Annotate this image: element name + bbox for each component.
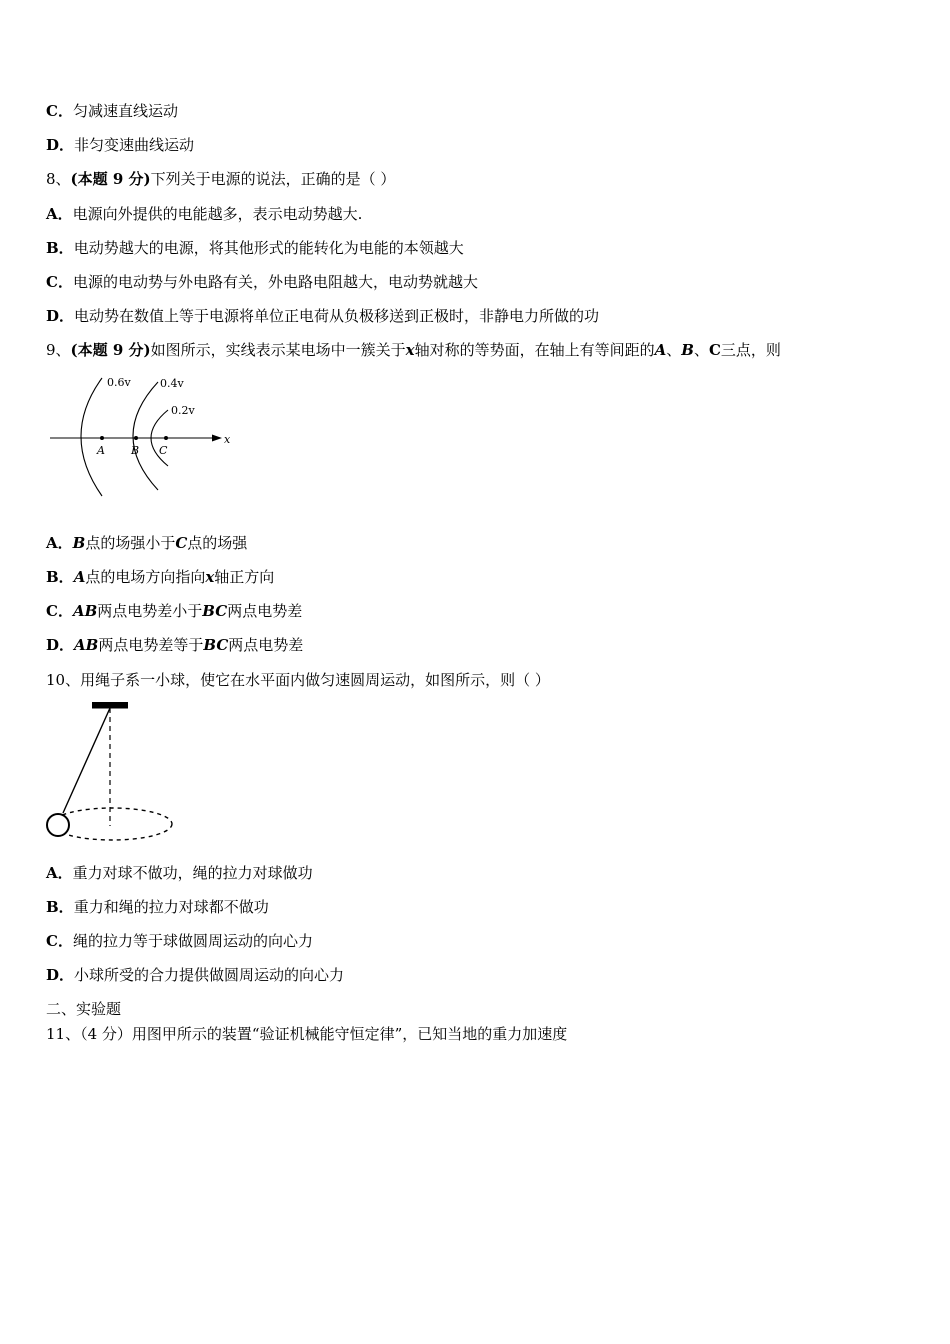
option-label: B． bbox=[46, 898, 74, 916]
q9-stem bbox=[46, 340, 781, 360]
q9-option-c bbox=[46, 601, 302, 621]
option-label: D． bbox=[46, 966, 75, 984]
option-text: 轴正方向 bbox=[214, 568, 275, 586]
q10-option-c bbox=[46, 931, 313, 951]
circular-path-dashed bbox=[52, 808, 172, 840]
rope-line bbox=[63, 708, 110, 813]
question-text: 10、用绳子系一小球，使它在水平面内做匀速圆周运动，如图所示，则（ ） bbox=[46, 671, 550, 689]
option-label: C． bbox=[46, 273, 73, 291]
option-var: BC bbox=[202, 602, 228, 620]
var-a: A bbox=[654, 341, 667, 359]
question-number: 9、 bbox=[46, 341, 71, 359]
point-b-dot bbox=[134, 436, 138, 440]
option-text: 非匀变速曲线运动 bbox=[74, 136, 195, 154]
option-var: C bbox=[175, 534, 188, 552]
option-text: 两点电势差 bbox=[227, 602, 303, 620]
option-text: 匀减速直线运动 bbox=[72, 102, 178, 120]
question-score: (本题 9 分) bbox=[70, 341, 151, 359]
option-text: 重力对球不做功，绳的拉力对球做功 bbox=[72, 864, 313, 882]
option-text: 绳的拉力等于球做圆周运动的向心力 bbox=[72, 932, 313, 950]
option-label: C． bbox=[46, 102, 73, 120]
q9-option-b bbox=[46, 567, 274, 587]
var-x: x bbox=[405, 341, 415, 359]
option-label: D． bbox=[46, 636, 75, 654]
option-text: 电动势在数值上等于电源将单位正电荷从负极移送到正极时，非静电力所做的功 bbox=[74, 307, 600, 325]
var-c: C bbox=[708, 341, 721, 359]
q10-stem bbox=[46, 670, 550, 690]
question-text: 如图所示，实线表示某电场中一簇关于 bbox=[150, 341, 406, 359]
option-text: 重力和绳的拉力对球都不做功 bbox=[73, 898, 269, 916]
q9-option-d bbox=[46, 635, 303, 655]
label-point-a: A bbox=[97, 444, 105, 457]
separator: 、 bbox=[693, 341, 709, 359]
option-text: 点的场强 bbox=[187, 534, 248, 552]
option-label: A． bbox=[46, 534, 73, 552]
q9-option-a bbox=[46, 533, 247, 553]
q8-option-c bbox=[46, 272, 478, 292]
equipotential-line-0.4v bbox=[133, 382, 158, 490]
option-label: D． bbox=[46, 307, 75, 325]
label-0.4v: 0.4v bbox=[160, 377, 184, 390]
question-text: 下列关于电源的说法，正确的是（ ） bbox=[150, 170, 396, 188]
option-text: 两点电势差 bbox=[228, 636, 304, 654]
q10-option-a bbox=[46, 863, 313, 883]
option-label: A． bbox=[46, 205, 73, 223]
q7-option-d bbox=[46, 135, 194, 155]
option-text: 点的电场方向指向 bbox=[85, 568, 206, 586]
option-var: AB bbox=[72, 602, 98, 620]
label-point-b: B bbox=[131, 444, 140, 457]
q10-option-d bbox=[46, 965, 344, 985]
option-label: C． bbox=[46, 932, 73, 950]
x-axis-arrow-icon bbox=[212, 435, 222, 442]
question-text: 轴对称的等势面，在轴上有等间距的 bbox=[414, 341, 655, 359]
point-c-dot bbox=[164, 436, 168, 440]
option-label: A． bbox=[46, 864, 73, 882]
question-text: 11、（4 分）用图甲所示的装置“验证机械能守恒定律”，已知当地的重力加速度 bbox=[46, 1025, 568, 1043]
q7-option-c bbox=[46, 101, 178, 121]
question-number: 8、 bbox=[46, 170, 71, 188]
option-text: 电源向外提供的电能越多，表示电动势越大. bbox=[72, 205, 363, 223]
ball-icon bbox=[47, 814, 69, 836]
option-var: B bbox=[72, 534, 86, 552]
point-a-dot bbox=[100, 436, 104, 440]
label-x-axis: x bbox=[224, 433, 231, 446]
ceiling-support bbox=[92, 702, 128, 708]
option-text: 点的场强小于 bbox=[85, 534, 176, 552]
option-text: 两点电势差等于 bbox=[98, 636, 204, 654]
label-0.2v: 0.2v bbox=[171, 404, 195, 417]
section-title: 二、实验题 bbox=[46, 1000, 122, 1018]
label-point-c: C bbox=[159, 444, 168, 457]
equipotential-line-0.6v bbox=[81, 378, 102, 496]
q8-option-d bbox=[46, 306, 599, 326]
option-label: D． bbox=[46, 136, 75, 154]
option-var: A bbox=[73, 568, 86, 586]
conical-pendulum-figure bbox=[42, 698, 182, 846]
q11-stem bbox=[46, 1024, 567, 1044]
question-score: (本题 9 分) bbox=[70, 170, 151, 188]
separator: 、 bbox=[666, 341, 682, 359]
option-text: 电源的电动势与外电路有关，外电路电阻越大，电动势就越大 bbox=[72, 273, 478, 291]
option-text: 小球所受的合力提供做圆周运动的向心力 bbox=[74, 966, 345, 984]
equipotential-figure bbox=[44, 370, 244, 502]
q10-option-b bbox=[46, 897, 269, 917]
label-0.6v: 0.6v bbox=[107, 376, 131, 389]
option-var: BC bbox=[203, 636, 229, 654]
option-text: 两点电势差小于 bbox=[97, 602, 203, 620]
option-label: C． bbox=[46, 602, 73, 620]
option-label: B． bbox=[46, 568, 74, 586]
q8-option-a bbox=[46, 204, 362, 224]
q8-stem bbox=[46, 169, 395, 189]
option-var: AB bbox=[74, 636, 99, 654]
option-label: B． bbox=[46, 239, 74, 257]
question-text: 三点，则 bbox=[720, 341, 781, 359]
option-var: x bbox=[205, 568, 215, 586]
option-text: 电动势越大的电源，将其他形式的能转化为电能的本领越大 bbox=[73, 239, 464, 257]
q8-option-b bbox=[46, 238, 464, 258]
var-b: B bbox=[681, 341, 694, 359]
